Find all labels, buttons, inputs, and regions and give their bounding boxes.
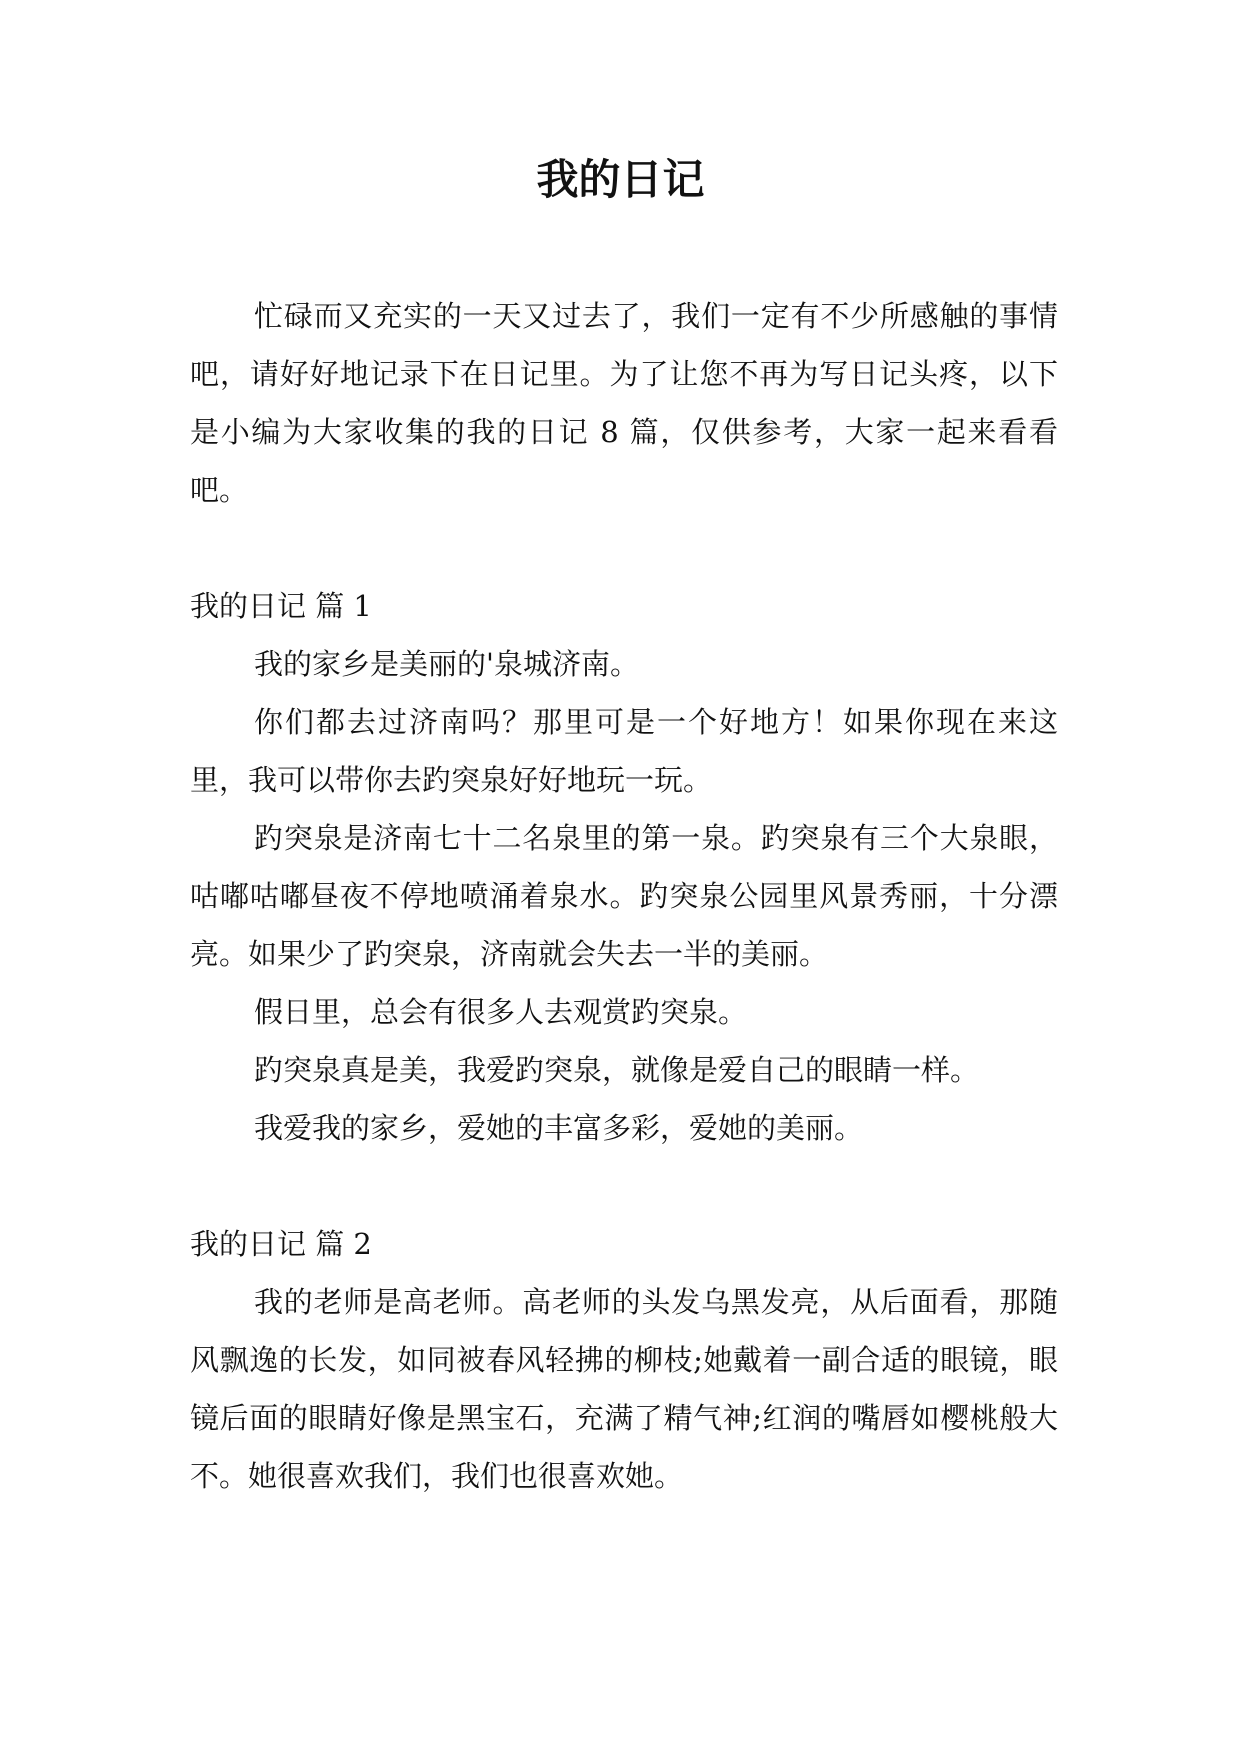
intro-paragraph: 忙碌而又充实的一天又过去了，我们一定有不少所感触的事情吧，请好好地记录下在日记里。为了让您不再为写日记头疼，以下是小编为大家收集的我的日记 8 篇，仅供参考，大家一起来看看吧。 bbox=[190, 299, 1058, 507]
paragraph: 你们都去过济南吗？那里可是一个好地方！如果你现在来这里，我可以带你去趵突泉好好地玩一玩。 bbox=[190, 705, 1058, 797]
section-heading: 我的日记 篇 1 bbox=[190, 589, 372, 623]
paragraph: 趵突泉是济南七十二名泉里的第一泉。趵突泉有三个大泉眼，咕嘟咕嘟昼夜不停地喷涌着泉水。趵突泉公园里风景秀丽，十分漂亮。如果少了趵突泉，济南就会失去一半的美丽。 bbox=[190, 821, 1058, 971]
section-spacer bbox=[190, 519, 1058, 577]
section-heading: 我的日记 篇 2 bbox=[190, 1227, 372, 1261]
paragraph: 我的家乡是美丽的'泉城济南。 bbox=[254, 647, 639, 681]
paragraph: 我爱我的家乡，爱她的丰富多彩，爱她的美丽。 bbox=[254, 1111, 864, 1145]
paragraph: 趵突泉真是美，我爱趵突泉，就像是爱自己的眼睛一样。 bbox=[254, 1053, 980, 1087]
section-spacer bbox=[190, 1157, 1058, 1215]
paragraph: 假日里，总会有很多人去观赏趵突泉。 bbox=[254, 995, 748, 1029]
section-2 bbox=[190, 1215, 1058, 1505]
document-title: 我的日记 bbox=[536, 155, 705, 204]
section-1 bbox=[190, 577, 1058, 1157]
paragraph: 我的老师是高老师。高老师的头发乌黑发亮，从后面看，那随风飘逸的长发，如同被春风轻拂的柳枝;她戴着一副合适的眼镜，眼镜后面的眼睛好像是黑宝石，充满了精气神;红润的嘴唇如樱桃般大不。她很喜欢我们，我们也很喜欢她。 bbox=[190, 1285, 1058, 1493]
document-body bbox=[190, 287, 1058, 1505]
